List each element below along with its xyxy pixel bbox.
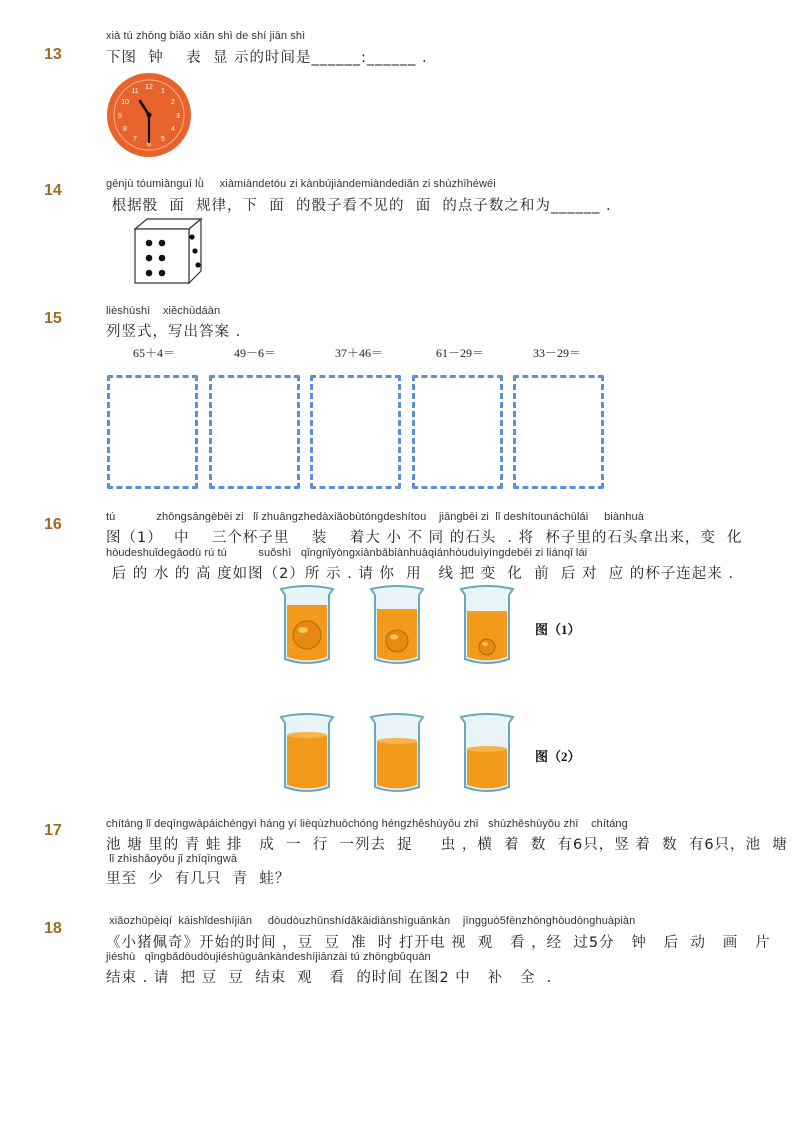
q18-pinyin-2: jiéshù qǐngbǎdòudòujiéshùguānkàndeshíjiānzài tú zhōngbǔquán [106,951,431,963]
figure-1-label: 图（1） [535,622,581,637]
svg-text:10: 10 [121,99,129,106]
equation-2: 49－6＝ [234,346,277,360]
beaker-with-small-stone[interactable] [457,585,517,671]
svg-text:11: 11 [131,88,139,95]
q18-pinyin-1: xiǎozhūpèiqí kāishǐdeshíjiān dòudòuzhǔnshídǎkāidiànshìguānkàn jīngguò5fēnzhōnghòudònghuàpiàn [106,915,636,927]
svg-text:7: 7 [133,136,137,143]
q16-text-1: 图（1） 中 三个杯子里 装 着大 小 不 同 的石头 . 将 杯子里的石头拿出来，变 化 [106,530,743,546]
answer-box-3[interactable] [310,375,401,489]
svg-text:12: 12 [145,84,153,91]
q15-pinyin: lièshùshì xiěchūdáàn [106,305,221,317]
answer-box-4[interactable] [412,375,503,489]
q16-pinyin-1: tú zhōngsāngèbēi zi lǐ zhuāngzhedàxiǎobùtóngdeshítou jiāngbēi zi lǐ deshítounáchūlái biànhuà [106,511,644,523]
dice-icon [133,217,203,289]
svg-text:8: 8 [123,126,127,133]
svg-text:1: 1 [161,88,165,95]
q15-text: 列竖式，写出答案 . [106,324,242,340]
q16-number: 16 [44,516,62,533]
q18-text-1: 《小猪佩奇》开始的时间 ，豆 豆 准 时 打开电 视 观 看 ，经 过5分 钟 后 动 画 片 [106,935,771,951]
answer-box-1[interactable] [107,375,198,489]
equation-3: 37＋46＝ [335,346,384,360]
answer-box-2[interactable] [209,375,300,489]
q18-number: 18 [44,920,62,937]
q14-pinyin: gēnjù tóumiànguī lǜ xiàmiàndetóu zi kànbújiàndemiàndediǎn zi shùzhīhéwéi [106,178,496,190]
equation-1: 65＋4＝ [133,346,176,360]
q14-number: 14 [44,182,62,199]
q13-text: 下图 钟 表 显 示的时间是______:______ . [106,50,428,66]
beaker-water-low[interactable] [457,713,517,799]
answer-box-5[interactable] [513,375,604,489]
beaker-with-medium-stone[interactable] [367,585,427,671]
q18-text-2: 结束 . 请 把 豆 豆 结束 观 看 的时间 在图2 中 补 全 . [106,970,553,986]
q16-text-2: 后 的 水 的 高 度如图（2）所 示 . 请 你 用 线 把 变 化 前 后 对 应 的杯子连起来 . [106,566,734,582]
q13-number: 13 [44,46,62,63]
svg-text:5: 5 [161,136,165,143]
svg-text:2: 2 [171,99,175,106]
q13-pinyin: xià tú zhōng biǎo xiǎn shì de shí jiān shì [106,30,306,42]
beaker-water-medium[interactable] [367,713,427,799]
q17-text-1: 池 塘 里的 青 蛙 排 成 一 行 一列去 捉 虫 ，横 着 数 有6只，竖 着 数 有6只，池 塘 [106,837,788,853]
q17-number: 17 [44,822,62,839]
q16-pinyin-2: hòudeshuǐdegāodù rú tú suǒshì qǐngnǐyòngxiànbǎbiànhuàqiánhòuduìyìngdebēi zi liánqǐ lái [106,547,588,559]
svg-text:3: 3 [176,113,180,120]
beaker-water-high[interactable] [277,713,337,799]
beaker-with-large-stone[interactable] [277,585,337,671]
svg-text:6: 6 [147,141,151,148]
equation-5: 33－29＝ [533,346,582,360]
svg-text:9: 9 [118,113,122,120]
svg-text:4: 4 [171,126,175,133]
q17-pinyin-2: lǐ zhìshǎoyǒu jǐ zhīqīngwā [106,853,238,865]
q14-text: 根据骰 面 规律，下 面 的骰子看不见的 面 的点子数之和为______ . [106,198,612,214]
q17-pinyin-1: chítáng lǐ deqīngwāpáichéngyì háng yí lièqùzhuōchóng héngzhěshùyǒu zhī shùzhěshùyǒu zhī chítáng [106,818,628,830]
q15-number: 15 [44,310,62,327]
orange-clock-icon [106,72,192,162]
q17-text-2: 里至 少 有几只 青 蛙？ [106,871,291,887]
figure-2-label: 图（2） [535,749,581,764]
equation-4: 61－29＝ [436,346,485,360]
